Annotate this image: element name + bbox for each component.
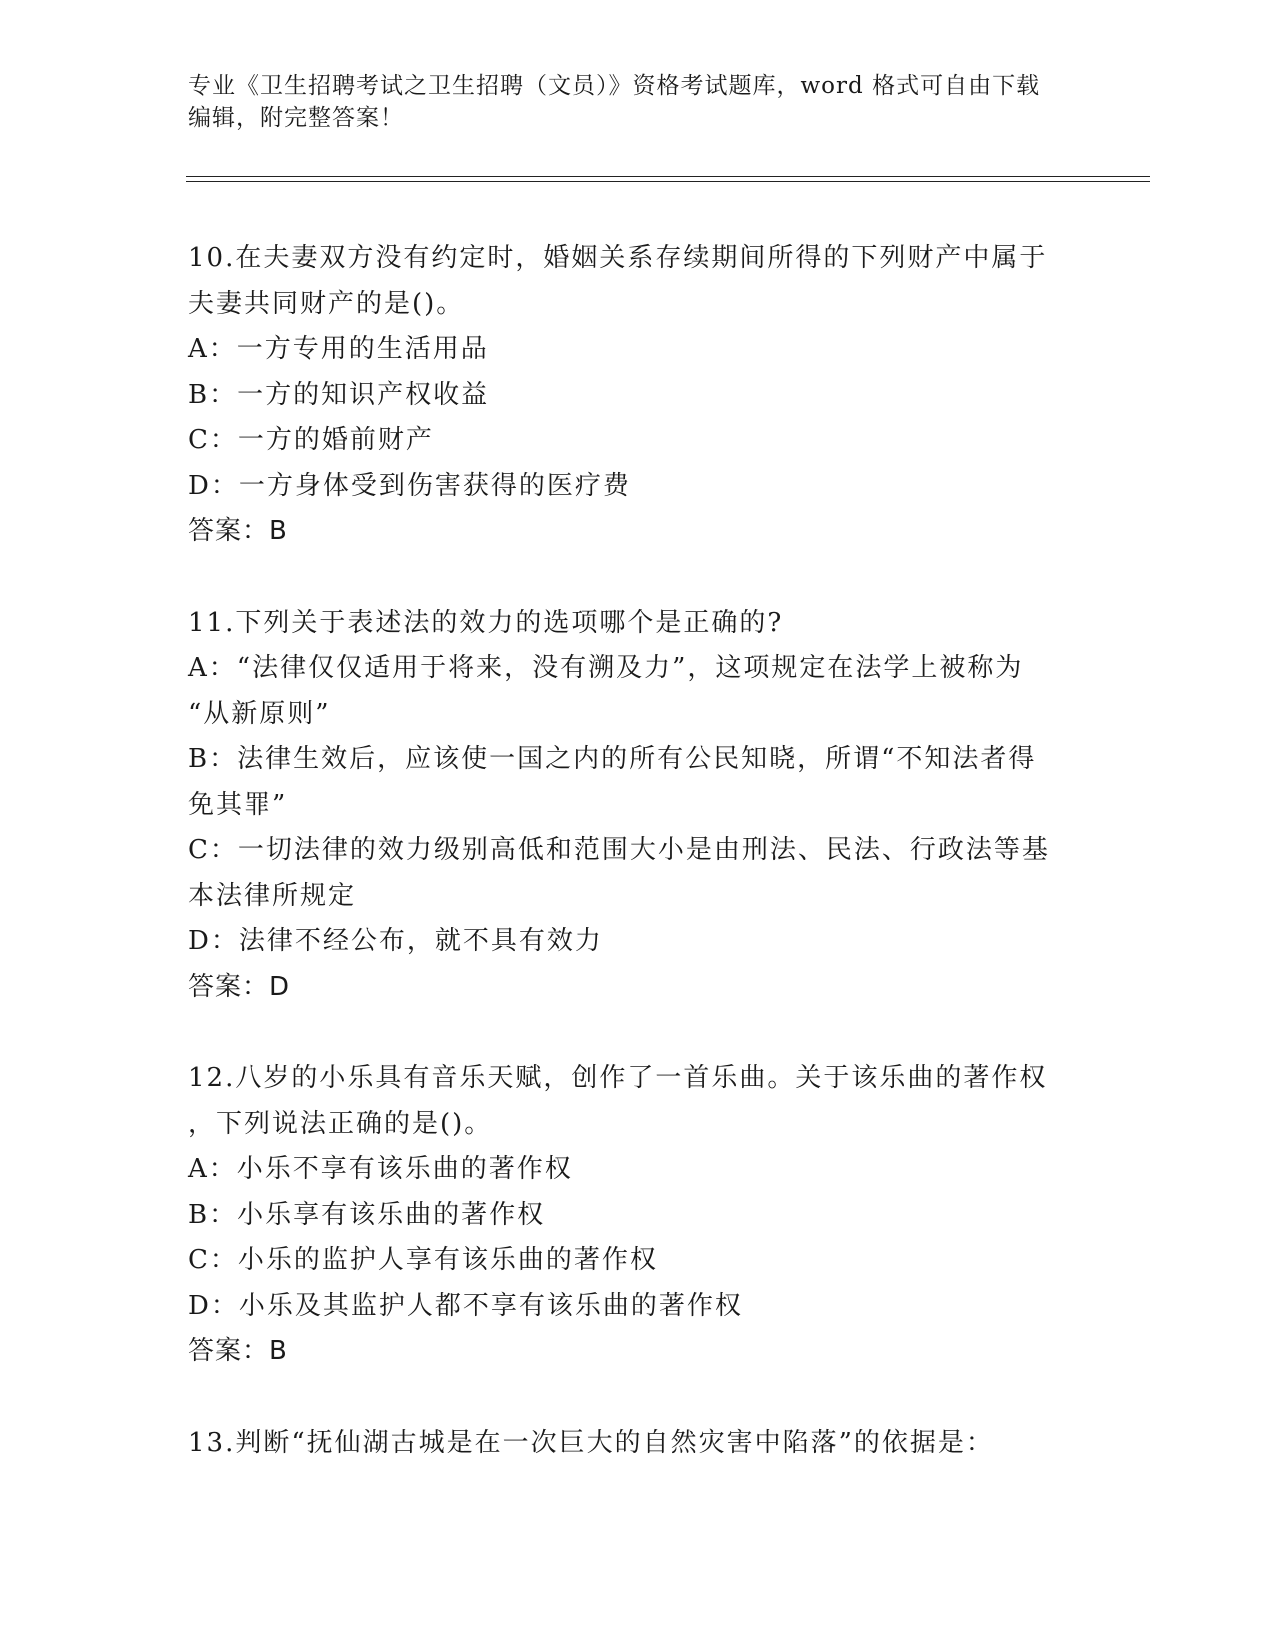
header-divider xyxy=(186,176,1150,182)
answer-label: 答案：B xyxy=(188,516,288,546)
question-stem: 10.在夫妻双方没有约定时，婚姻关系存续期间所得的下列财产中属于 xyxy=(188,243,1048,273)
question-stem: 11.下列关于表述法的效力的选项哪个是正确的? xyxy=(188,607,784,638)
question-stem: ，下列说法正确的是()。 xyxy=(188,1108,493,1139)
answer-label: 答案：D xyxy=(188,971,291,1002)
option-d: D：一方身体受到伤害获得的医疗费 xyxy=(188,470,631,501)
question-13 xyxy=(188,1421,1078,1467)
option-a: A：一方专用的生活用品 xyxy=(188,334,489,364)
option-a: A：小乐不享有该乐曲的著作权 xyxy=(188,1154,573,1184)
option-c: C：一方的婚前财产 xyxy=(188,425,434,455)
header-line-2: 编辑，附完整答案！ xyxy=(188,105,404,131)
question-12 xyxy=(188,1056,1078,1375)
option-b: B：一方的知识产权收益 xyxy=(188,379,490,410)
option-b: B：小乐享有该乐曲的著作权 xyxy=(188,1199,546,1230)
question-10 xyxy=(188,236,1078,555)
question-stem: 夫妻共同财产的是()。 xyxy=(188,288,465,319)
question-stem: 13.判断“抚仙湖古城是在一次巨大的自然灾害中陷落”的依据是： xyxy=(188,1427,994,1458)
question-stem: 12.八岁的小乐具有音乐天赋，创作了一首乐曲。关于该乐曲的著作权 xyxy=(188,1063,1048,1093)
answer-label: 答案：B xyxy=(188,1336,288,1366)
option-c-continued: 本法律所规定 xyxy=(188,880,357,911)
document-header xyxy=(188,70,1088,134)
option-a-continued: “从新原则” xyxy=(188,698,331,729)
option-b: B：法律生效后，应该使一国之内的所有公民知晓，所谓“不知法者得 xyxy=(188,744,1037,774)
question-11 xyxy=(188,601,1078,1011)
option-d: D：法律不经公布，就不具有效力 xyxy=(188,926,603,956)
option-a: A：“法律仅仅适用于将来，没有溯及力”，这项规定在法学上被称为 xyxy=(188,653,1024,683)
question-list xyxy=(188,236,1078,1512)
option-d: D：小乐及其监护人都不享有该乐曲的著作权 xyxy=(188,1290,743,1321)
option-b-continued: 免其罪” xyxy=(188,789,288,820)
option-c: C：小乐的监护人享有该乐曲的著作权 xyxy=(188,1245,658,1275)
option-c: C：一切法律的效力级别高低和范围大小是由刑法、民法、行政法等基 xyxy=(188,835,1050,865)
header-line-1: 专业《卫生招聘考试之卫生招聘（文员）》资格考试题库，word 格式可自由下载 xyxy=(188,73,1041,99)
